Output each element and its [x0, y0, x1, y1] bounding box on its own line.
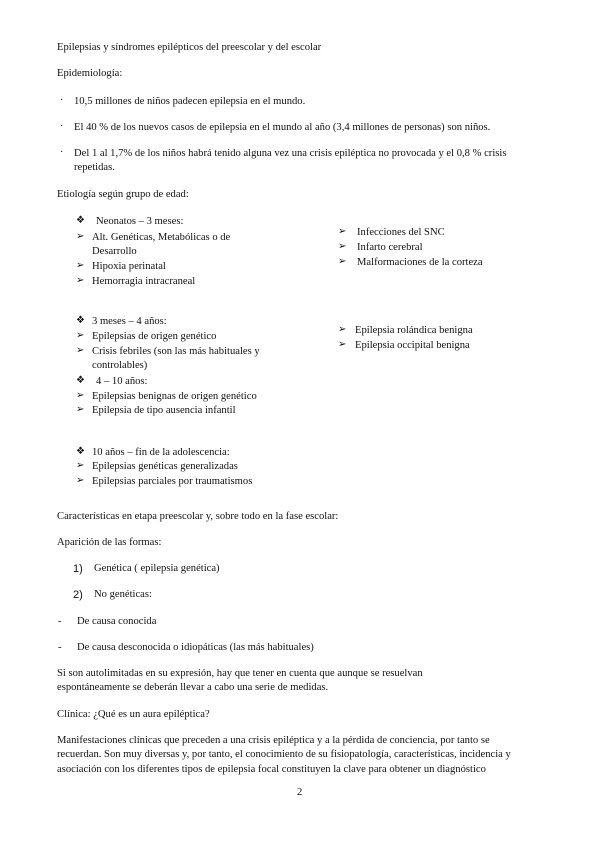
dash-bullet-icon: -: [58, 616, 62, 627]
etiology-item: Hipoxia perinatal: [92, 261, 166, 272]
etiology-item: Epilepsia rolándica benigna: [355, 325, 473, 336]
arrow-bullet-icon: ➢: [338, 241, 347, 252]
paragraph-line: asociación con los diferentes tipos de epilepsia focal constituyen la clave para obtener un diagnóstico: [57, 764, 486, 775]
arrow-bullet-icon: ➢: [338, 339, 347, 350]
arrow-bullet-icon: ➢: [338, 324, 347, 335]
etiology-item: Malformaciones de la corteza: [357, 257, 483, 268]
arrow-bullet-icon: ➢: [76, 275, 85, 286]
numbered-item: Genética ( epilepsia genética): [94, 563, 220, 574]
forms-heading: Aparición de las formas:: [57, 537, 162, 548]
dash-item: De causa desconocida o idiopáticas (las más habituales): [77, 642, 314, 653]
etiology-item: Epilepsias benignas de origen genético: [92, 391, 257, 402]
age-group-header: Neonatos – 3 meses:: [96, 216, 184, 227]
dash-bullet-icon: -: [58, 642, 62, 653]
diamond-bullet-icon: ❖: [76, 215, 85, 226]
school-stage-heading: Características en etapa preescolar y, sobre todo en la fase escolar:: [57, 511, 339, 522]
document-title: Epilepsias y síndromes epilépticos del preescolar y del escolar: [57, 42, 322, 53]
epidemiology-heading: Epidemiología:: [57, 68, 123, 79]
etiology-item: Epilepsias de origen genético: [92, 331, 217, 342]
age-group-header: 3 meses – 4 años:: [92, 316, 167, 327]
page-number: 2: [297, 787, 303, 798]
epidemiology-item: El 40 % de los nuevos casos de epilepsia en el mundo al año (3,4 millones de personas) son niños.: [74, 122, 491, 133]
paragraph-line: espontáneamente se deberán llevar a cabo una serie de medidas.: [57, 682, 329, 693]
bullet-dot-icon: ·: [60, 121, 64, 132]
etiology-item-continuation: Desarrollo: [92, 246, 137, 257]
etiology-item: Epilepsia de tipo ausencia infantil: [92, 405, 236, 416]
paragraph-line: recuerdan. Son muy diversas y, por tanto, el conocimiento de su fisiopatología, características, incidencia y: [57, 749, 511, 760]
numbered-item: No genéticas:: [94, 589, 152, 600]
arrow-bullet-icon: ➢: [76, 390, 85, 401]
etiology-item: Epilepsias genéticas generalizadas: [92, 461, 238, 472]
etiology-item: Hemorragia intracraneal: [92, 276, 196, 287]
list-number: 2): [73, 589, 83, 601]
epidemiology-item: 10,5 millones de niños padecen epilepsia en el mundo.: [74, 96, 306, 107]
arrow-bullet-icon: ➢: [76, 330, 85, 341]
arrow-bullet-icon: ➢: [76, 460, 85, 471]
diamond-bullet-icon: ❖: [76, 315, 85, 326]
bullet-dot-icon: ·: [60, 147, 64, 158]
arrow-bullet-icon: ➢: [338, 226, 347, 237]
age-group-header: 4 – 10 años:: [96, 376, 148, 387]
clinic-heading: Clínica: ¿Qué es un aura epiléptica?: [57, 709, 210, 720]
arrow-bullet-icon: ➢: [76, 345, 85, 356]
dash-item: De causa conocida: [77, 616, 157, 627]
arrow-bullet-icon: ➢: [76, 475, 85, 486]
etiology-item: Epilepsia occipital benigna: [355, 340, 470, 351]
etiology-item: Crisis febriles (son las más habituales y: [92, 346, 260, 357]
etiology-item: Epilepsias parciales por traumatismos: [92, 476, 253, 487]
arrow-bullet-icon: ➢: [338, 256, 347, 267]
bullet-dot-icon: ·: [60, 95, 64, 106]
etiology-item: Infecciones del SNC: [357, 227, 445, 238]
paragraph-line: Manifestaciones clínicas que preceden a una crisis epiléptica y a la pérdida de conciencia, por tanto se: [57, 735, 490, 746]
list-number: 1): [73, 563, 83, 575]
etiology-item: Alt. Genéticas, Metabólicas o de: [92, 232, 231, 243]
etiology-item: Infarto cerebral: [357, 242, 423, 253]
arrow-bullet-icon: ➢: [76, 231, 85, 242]
epidemiology-item: Del 1 al 1,7% de los niños habrá tenido alguna vez una crisis epiléptica no provocada y el 0,8 % crisis: [74, 148, 507, 159]
paragraph-line: Si son autolimitadas en su expresión, hay que tener en cuenta que aunque se resuelvan: [57, 668, 423, 679]
etiology-heading: Etiología según grupo de edad:: [57, 189, 189, 200]
epidemiology-item-continuation: repetidas.: [74, 162, 115, 173]
diamond-bullet-icon: ❖: [76, 446, 85, 457]
etiology-item-continuation: controlables): [92, 360, 148, 371]
age-group-header: 10 años – fin de la adolescencia:: [92, 447, 230, 458]
diamond-bullet-icon: ❖: [76, 375, 85, 386]
arrow-bullet-icon: ➢: [76, 260, 85, 271]
arrow-bullet-icon: ➢: [76, 404, 85, 415]
